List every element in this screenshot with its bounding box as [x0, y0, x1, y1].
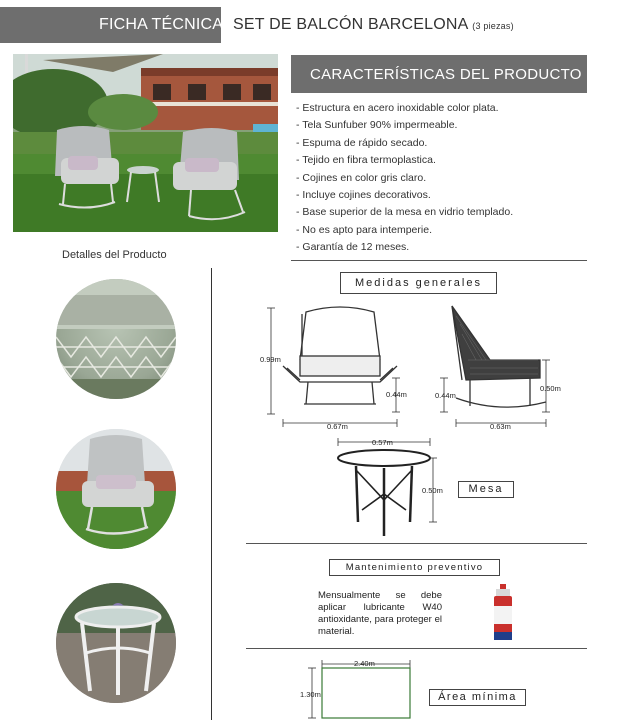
- dim-table-height: 0.50m: [422, 486, 443, 495]
- dim-chair-front-height: 0.99m: [260, 355, 281, 364]
- dim-table-diameter: 0.57m: [372, 438, 393, 447]
- dim-chair-side-depth: 0.63m: [490, 422, 511, 431]
- area-divider: [246, 648, 587, 649]
- list-item: - No es apto para intemperie.: [296, 223, 432, 236]
- list-item: - Estructura en acero inoxidable color plata.: [296, 102, 499, 114]
- pieces-note: (3 piezas): [472, 21, 514, 31]
- dim-area-width: 2.40m: [354, 659, 375, 668]
- dim-area-height: 1.30m: [300, 690, 321, 699]
- list-item: - Tejido en fibra termoplastica.: [296, 154, 436, 167]
- list-item: - Incluye cojines decorativos.: [296, 188, 431, 201]
- area-title: Área mínima: [429, 689, 526, 706]
- list-item: - Base superior de la mesa en vidrio templado.: [296, 206, 514, 219]
- dim-chair-front-width: 0.67m: [327, 422, 348, 431]
- characteristics-title: CARACTERÍSTICAS DEL PRODUCTO: [310, 66, 582, 83]
- table-label: Mesa: [458, 481, 514, 498]
- dim-chair-side-seat: 0.44m: [435, 391, 456, 400]
- maintenance-divider: [246, 543, 587, 544]
- details-title: Detalles del Producto: [62, 249, 167, 261]
- sheet-title: FICHA TÉCNICA: [99, 16, 224, 33]
- product-title: SET DE BALCÓN BARCELONA (3 piezas): [233, 16, 514, 33]
- dim-chair-side-height: 0.50m: [540, 384, 561, 393]
- list-item: - Cojines en color gris claro.: [296, 171, 427, 184]
- maintenance-text: Mensualmente se debe aplicar lubricante W40 antioxidante, para proteger el material.: [318, 590, 442, 637]
- dim-chair-front-seat: 0.44m: [386, 390, 407, 399]
- maintenance-title: Mantenimiento preventivo: [329, 559, 500, 576]
- list-item: - Espuma de rápido secado.: [296, 136, 428, 149]
- measures-title: Medidas generales: [340, 272, 497, 294]
- list-item: - Garantía de 12 meses.: [296, 241, 410, 254]
- list-item: - Tela Sunfuber 90% impermeable.: [296, 119, 458, 132]
